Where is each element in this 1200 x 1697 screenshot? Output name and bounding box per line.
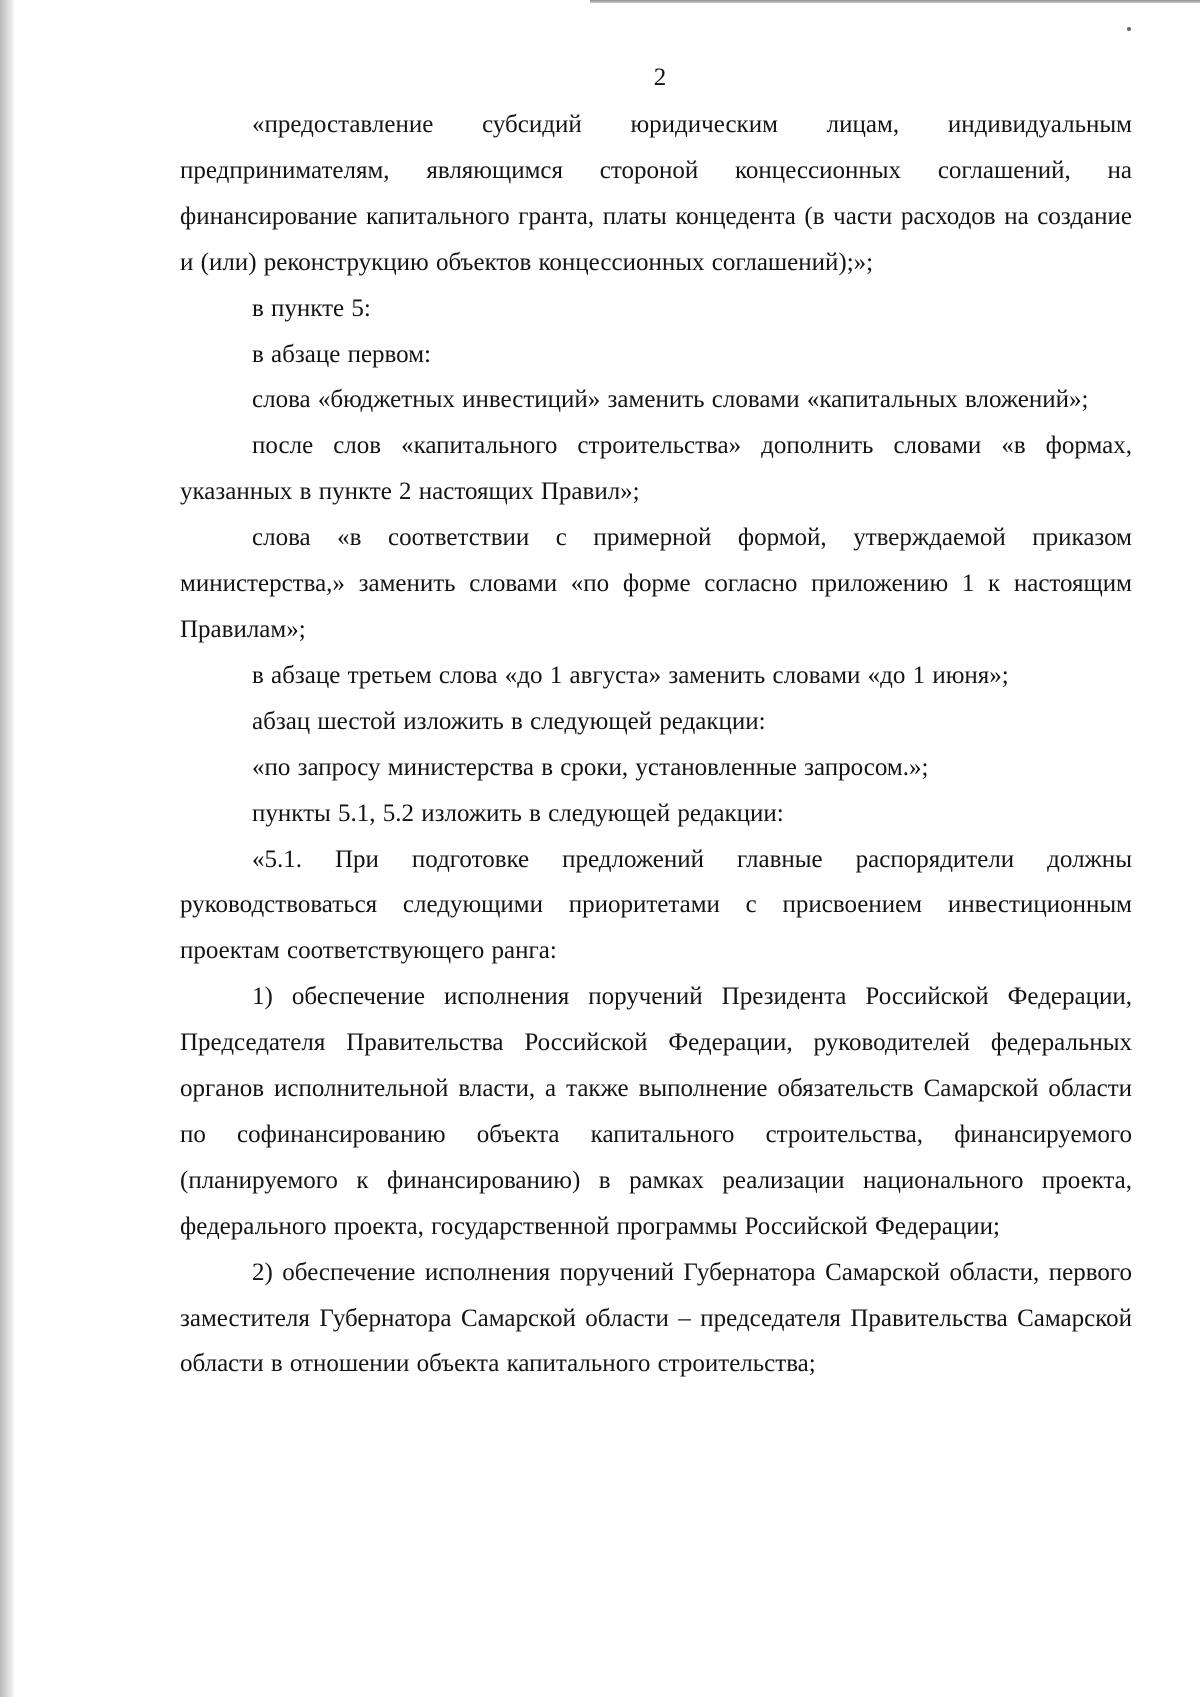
paragraph-ministry-request: «по запросу министерства в сроки, установленные запросом.»; <box>252 753 929 781</box>
paragraph-5-1-priorities: «5.1. При подготовке предложений главные распорядители должны руководствоваться следующими приоритетами с присвоением инвестиционным проектам соответствующего ранга: <box>180 845 1132 965</box>
paragraph-items-5-1-5-2: пункты 5.1, 5.2 изложить в следующей редакции: <box>252 799 784 827</box>
scan-edge-left <box>0 0 14 1697</box>
paragraph-priority-1: 1) обеспечение исполнения поручений Президента Российской Федерации, Председателя Правительства Российской Федерации, руководителей федеральных органов исполнительной власти, а также выполнение обязательств Самарской области по софинансированию объекта капитального строительства, финансируемого (планируемого к финансированию) в рамках реализации национального проекта, федерального проекта, государственной программы Российской Федерации; <box>180 983 1132 1240</box>
paragraph-first-abzac: в абзаце первом: <box>252 340 431 368</box>
paragraph-form-appendix: слова «в соответствии с примерной формой, утверждаемой приказом министерства,» заменить словами «по форме согласно приложению 1 к настоящим Правилам»; <box>180 524 1132 643</box>
scan-edge-top <box>590 0 1200 3</box>
paragraph-third-abzac: в абзаце третьем слова «до 1 августа» заменить словами «до 1 июня»; <box>252 661 1009 689</box>
paragraph-after-words: после слов «капитального строительства» дополнить словами «в формах, указанных в пункте 2 настоящих Правил»; <box>180 432 1132 506</box>
paragraph-item-5: в пункте 5: <box>252 294 371 322</box>
page-number: 2 <box>653 64 667 91</box>
paragraph-priority-2: 2) обеспечение исполнения поручений Губернатора Самарской области, первого заместителя Губернатора Самарской области – председателя Правительства Самарской области в отношении объекта капитального строительства; <box>180 1258 1132 1378</box>
paragraph-replace-investments: слова «бюджетных инвестиций» заменить словами «капитальных вложений»; <box>252 386 1089 414</box>
document-body <box>180 102 1132 1387</box>
scan-speck <box>1127 27 1131 31</box>
paragraph-subsidies: «предоставление субсидий юридическим лицам, индивидуальным предпринимателям, являющимся стороной концессионных соглашений, на финансирование капитального гранта, платы концедента (в части расходов на создание и (или) реконструкцию объектов концессионных соглашений);»; <box>180 111 1132 276</box>
paragraph-sixth-abzac: абзац шестой изложить в следующей редакции: <box>252 707 766 735</box>
